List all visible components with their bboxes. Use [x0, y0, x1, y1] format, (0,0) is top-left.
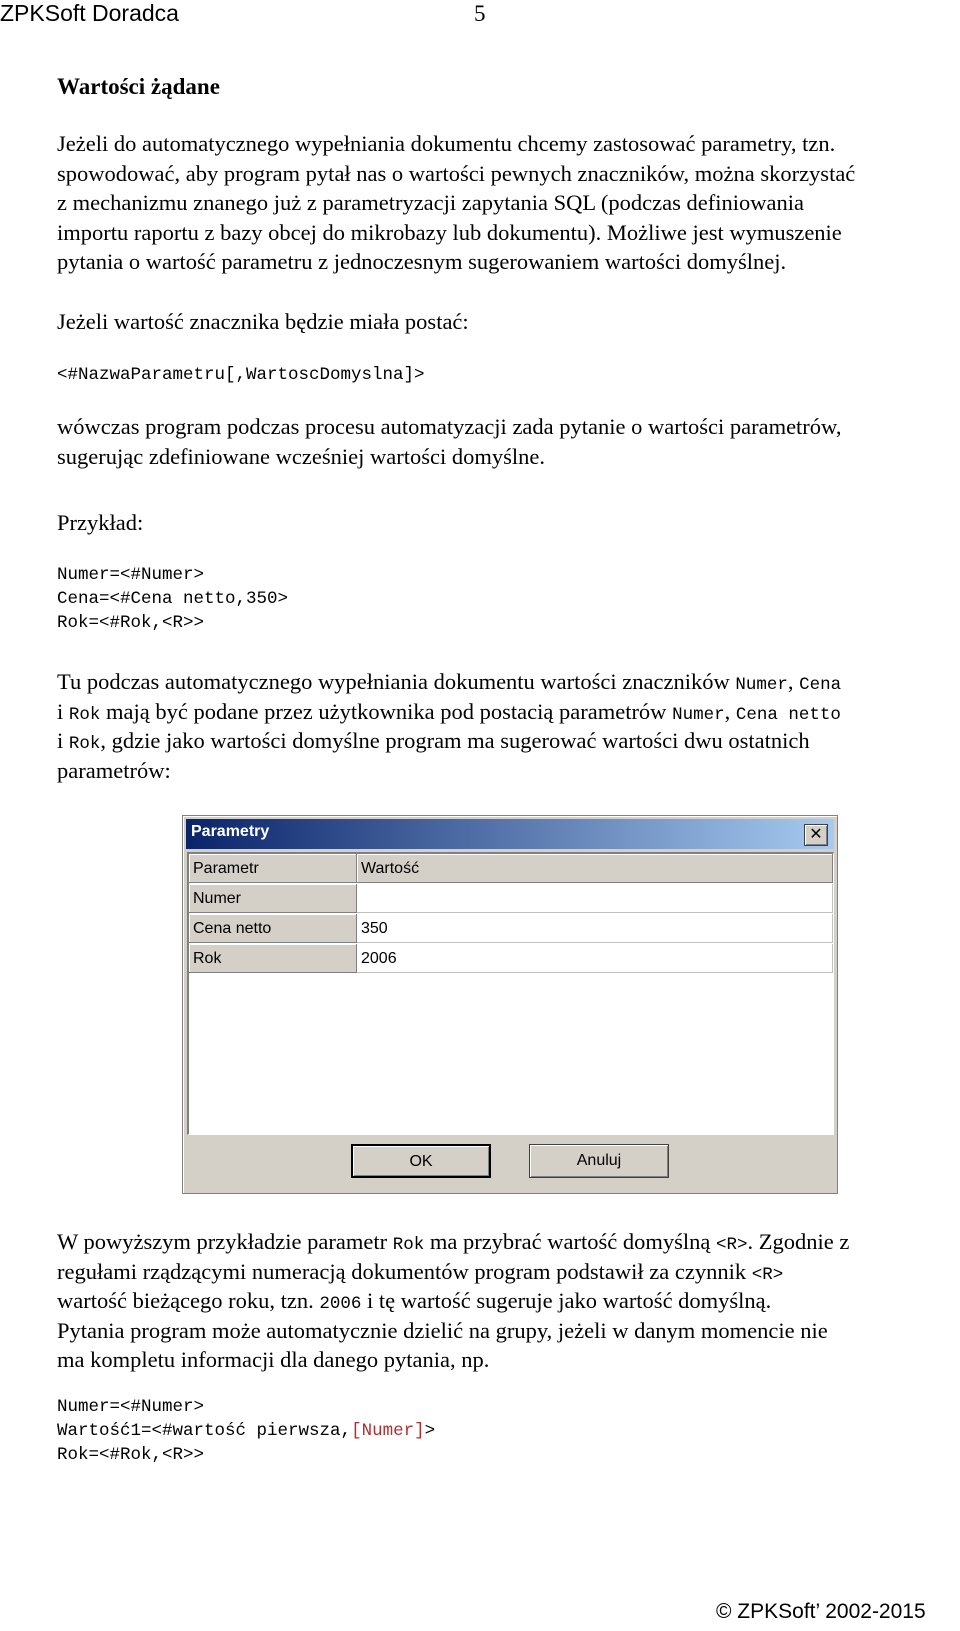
parameters-grid — [187, 852, 834, 1135]
inline-code: Cena netto — [735, 704, 841, 725]
code-line: <#NazwaParametru[,WartoscDomyslna]> — [57, 365, 425, 385]
text: i tę wartość sugeruje jako wartość domyślną. — [361, 1288, 772, 1313]
code-group-example — [57, 1395, 435, 1467]
paragraph-line: Pytania program może automatycznie dzielić na grupy, jeżeli w danym momencie nie — [57, 1317, 828, 1343]
section-title: Wartości żądane — [57, 74, 220, 99]
text: i — [57, 698, 69, 724]
paragraph-intro — [57, 129, 960, 277]
paragraph-line: spowodować, aby program pytał nas o wartości pewnych znaczników, można skorzystać — [57, 160, 856, 186]
paragraph-line — [57, 1227, 960, 1257]
ok-button[interactable]: OK — [351, 1144, 491, 1178]
paragraph-line: ma kompletu informacji dla danego pytania, np. — [57, 1347, 490, 1372]
code-highlight: [Numer] — [351, 1421, 425, 1441]
paragraph-line — [57, 1257, 960, 1287]
inline-code: Cena — [799, 675, 842, 695]
header-app-name: ZPKSoft Doradca — [0, 0, 179, 26]
text: regułami rządzącymi numeracją dokumentów program podstawił za czynnik — [57, 1258, 752, 1284]
paragraph-line: Jeżeli do automatycznego wypełniania dokumentu chcemy zastosować parametry, tzn. — [57, 131, 836, 156]
footer-copyright: © ZPKSoft’ 2002-2015 — [716, 1600, 926, 1623]
text: . Zgodnie z — [747, 1229, 850, 1254]
text: , — [787, 669, 800, 694]
inline-code: Numer — [672, 704, 725, 725]
inline-code: Numer — [735, 675, 788, 695]
code-line: Rok=<#Rok,<R>> — [57, 613, 205, 633]
paragraph-line: z mechanizmu znanego już z parametryzacji zapytania SQL (podczas definiowania — [57, 190, 804, 215]
paragraph-then — [57, 412, 960, 471]
text: , gdzie jako wartości domyślne program ma sugerować wartości dwu ostatnich — [100, 728, 810, 753]
code-line — [57, 1419, 435, 1443]
table-row — [189, 884, 833, 914]
code-text: Wartość1=<#wartość pierwsza, — [57, 1421, 352, 1441]
text: ma przybrać wartość domyślną — [424, 1229, 716, 1254]
column-header-param[interactable]: Parametr — [189, 854, 357, 883]
paragraph-line — [57, 1286, 960, 1316]
text: Tu podczas automatycznego wypełniania dokumentu wartości znaczników — [57, 669, 736, 694]
table-row — [189, 914, 833, 944]
code-line: Rok=<#Rok,<R>> — [57, 1445, 205, 1465]
inline-code: Rok — [392, 1235, 425, 1255]
paragraph-line: pytania o wartość parametru z jednoczesnym sugerowaniem wartości domyślnej. — [57, 249, 787, 274]
parameters-dialog — [182, 815, 838, 1194]
param-value-cell[interactable]: 350 — [357, 914, 833, 943]
inline-code: Rok — [68, 734, 101, 754]
dialog-title: Parametry — [191, 823, 270, 840]
dialog-titlebar[interactable] — [186, 819, 834, 849]
param-value-cell[interactable] — [357, 884, 833, 913]
text: , — [724, 698, 736, 724]
inline-code: Rok — [68, 704, 101, 725]
code-text: > — [424, 1421, 436, 1441]
paragraph-line — [57, 667, 960, 697]
paragraph-explanation — [57, 667, 960, 785]
code-syntax — [57, 363, 425, 387]
table-row — [189, 944, 833, 974]
paragraph-line: parametrów: — [57, 757, 171, 783]
paragraph-result — [57, 1227, 960, 1375]
inline-code: <R> — [716, 1235, 748, 1255]
paragraph-example-label: Przykład: — [57, 510, 144, 535]
param-name-cell: Cena netto — [189, 914, 357, 943]
cancel-button[interactable]: Anuluj — [529, 1144, 669, 1178]
text: wartość bieżącego roku, tzn. — [57, 1288, 320, 1313]
text: i — [57, 728, 69, 753]
code-line: Numer=<#Numer> — [57, 565, 205, 585]
param-value-cell[interactable]: 2006 — [357, 944, 833, 973]
paragraph-syntax-intro: Jeżeli wartość znacznika będzie miała postać: — [57, 309, 469, 334]
header-page-number: 5 — [474, 1, 486, 26]
column-header-value[interactable]: Wartość — [357, 854, 833, 883]
grid-header-row — [189, 854, 833, 884]
param-name-cell: Numer — [189, 884, 357, 913]
code-line: Numer=<#Numer> — [57, 1397, 205, 1417]
paragraph-line — [57, 697, 960, 727]
paragraph-line: wówczas program podczas procesu automatyzacji zada pytanie o wartości parametrów, — [57, 414, 842, 439]
text: W powyższym przykładzie parametr — [57, 1229, 393, 1254]
code-line: Cena=<#Cena netto,350> — [57, 589, 289, 609]
paragraph-line: importu raportu z bazy obcej do mikrobazy lub dokumentu). Możliwe jest wymuszenie — [57, 219, 842, 245]
paragraph-line — [57, 726, 960, 756]
paragraph-line: sugerując zdefiniowane wcześniej wartości domyślne. — [57, 443, 545, 469]
inline-code: <R> — [751, 1264, 784, 1285]
param-name-cell: Rok — [189, 944, 357, 973]
code-example — [57, 563, 288, 635]
inline-code: 2006 — [319, 1294, 362, 1314]
text: mają być podane przez użytkownika pod postacią parametrów — [100, 698, 673, 724]
close-icon[interactable]: ✕ — [804, 824, 828, 846]
